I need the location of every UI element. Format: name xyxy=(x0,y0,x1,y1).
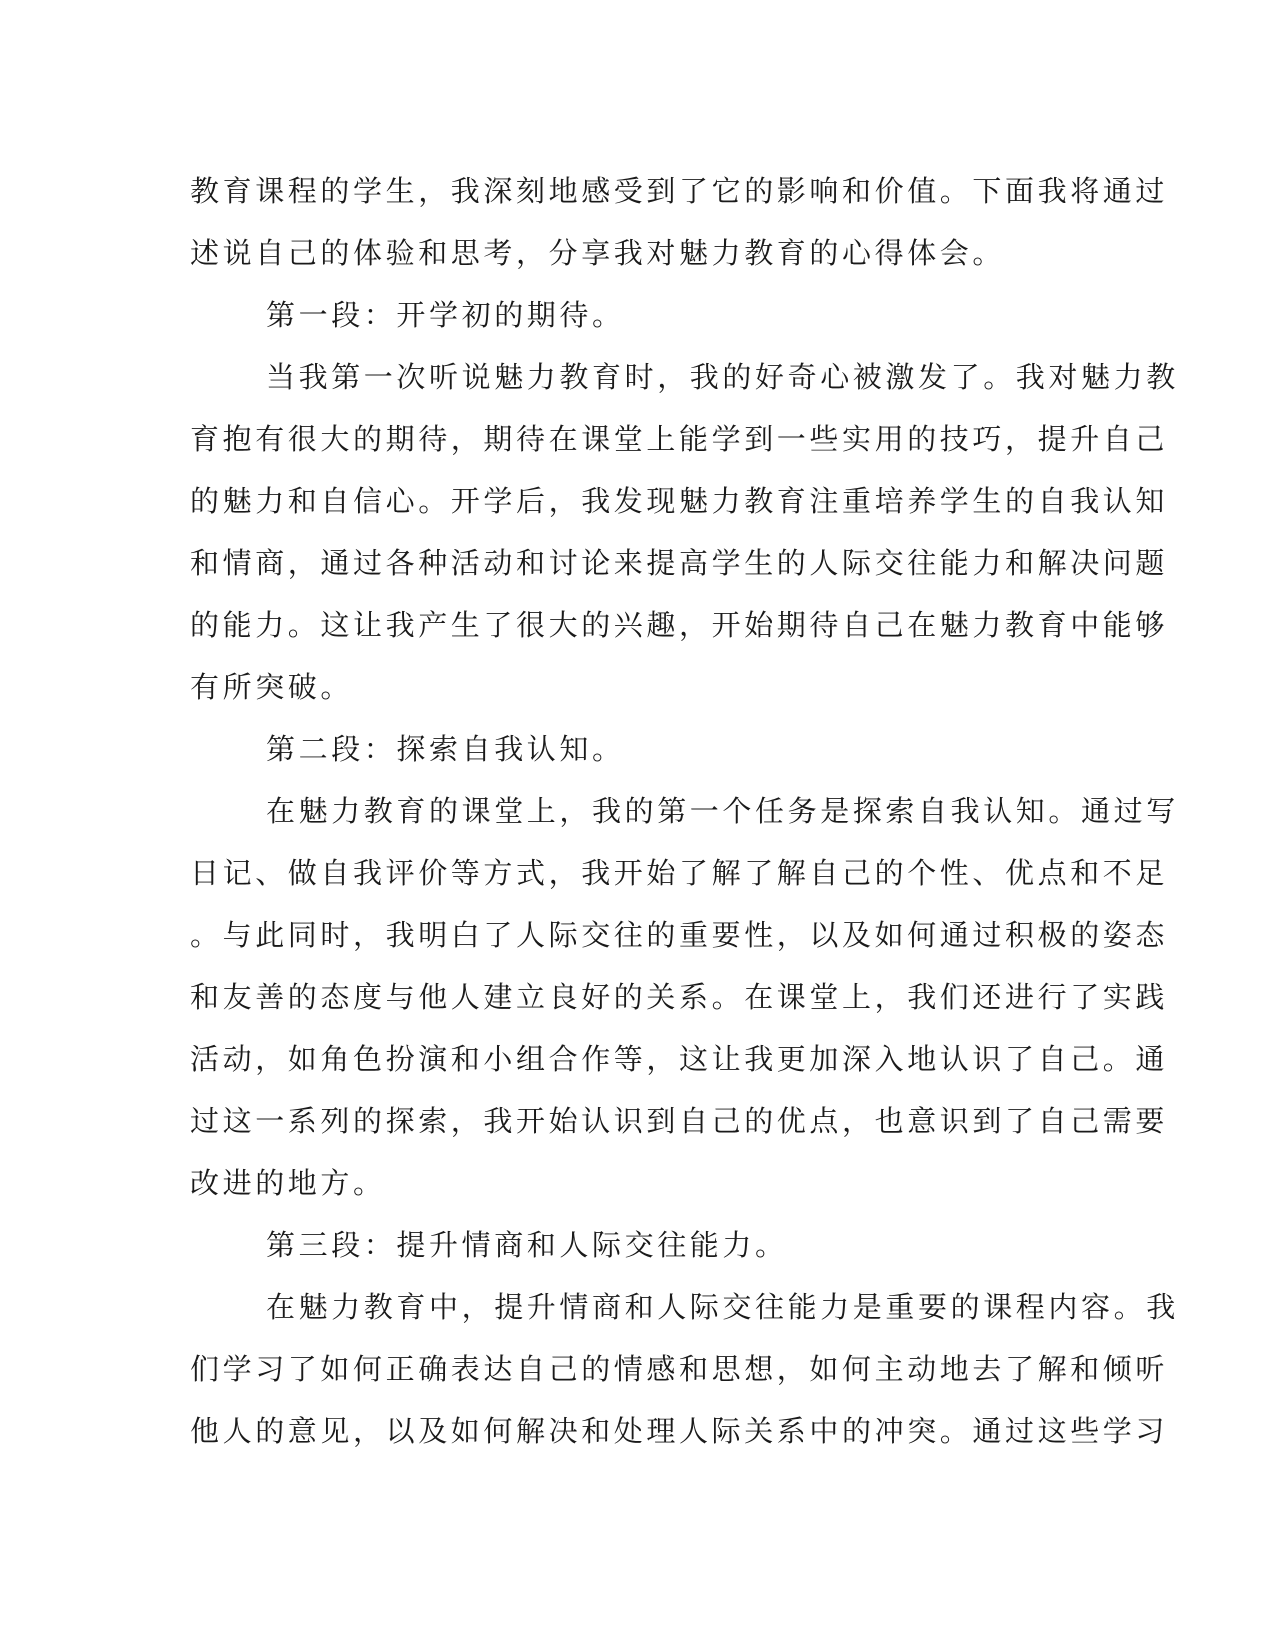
section-heading: 第二段：探索自我认知。 xyxy=(266,732,625,766)
text-line: 。与此同时，我明白了人际交往的重要性，以及如何通过积极的姿态 xyxy=(190,918,1169,952)
text-line: 述说自己的体验和思考，分享我对魅力教育的心得体会。 xyxy=(190,236,1006,270)
section-heading: 第三段：提升情商和人际交往能力。 xyxy=(266,1228,788,1262)
text-line: 改进的地方。 xyxy=(190,1166,386,1200)
text-line: 的能力。这让我产生了很大的兴趣，开始期待自己在魅力教育中能够 xyxy=(190,608,1169,642)
section-heading: 第一段：开学初的期待。 xyxy=(266,298,625,332)
document-body xyxy=(190,160,1179,1462)
text-line: 有所突破。 xyxy=(190,670,354,704)
text-line: 和情商，通过各种活动和讨论来提高学生的人际交往能力和解决问题 xyxy=(190,546,1169,580)
text-line: 过这一系列的探索，我开始认识到自己的优点，也意识到了自己需要 xyxy=(190,1104,1169,1138)
text-line: 教育课程的学生，我深刻地感受到了它的影响和价值。下面我将通过 xyxy=(190,174,1169,208)
text-line: 育抱有很大的期待，期待在课堂上能学到一些实用的技巧，提升自己 xyxy=(190,422,1169,456)
text-line: 他人的意见，以及如何解决和处理人际关系中的冲突。通过这些学习 xyxy=(190,1414,1169,1448)
text-line: 当我第一次听说魅力教育时，我的好奇心被激发了。我对魅力教 xyxy=(266,360,1179,394)
text-line: 在魅力教育的课堂上，我的第一个任务是探索自我认知。通过写 xyxy=(266,794,1179,828)
text-line: 们学习了如何正确表达自己的情感和思想，如何主动地去了解和倾听 xyxy=(190,1352,1169,1386)
text-line: 在魅力教育中，提升情商和人际交往能力是重要的课程内容。我 xyxy=(266,1290,1179,1324)
text-line: 日记、做自我评价等方式，我开始了解了解自己的个性、优点和不足 xyxy=(190,856,1169,890)
text-line: 的魅力和自信心。开学后，我发现魅力教育注重培养学生的自我认知 xyxy=(190,484,1169,518)
text-line: 和友善的态度与他人建立良好的关系。在课堂上，我们还进行了实践 xyxy=(190,980,1169,1014)
text-line: 活动，如角色扮演和小组合作等，这让我更加深入地认识了自己。通 xyxy=(190,1042,1169,1076)
